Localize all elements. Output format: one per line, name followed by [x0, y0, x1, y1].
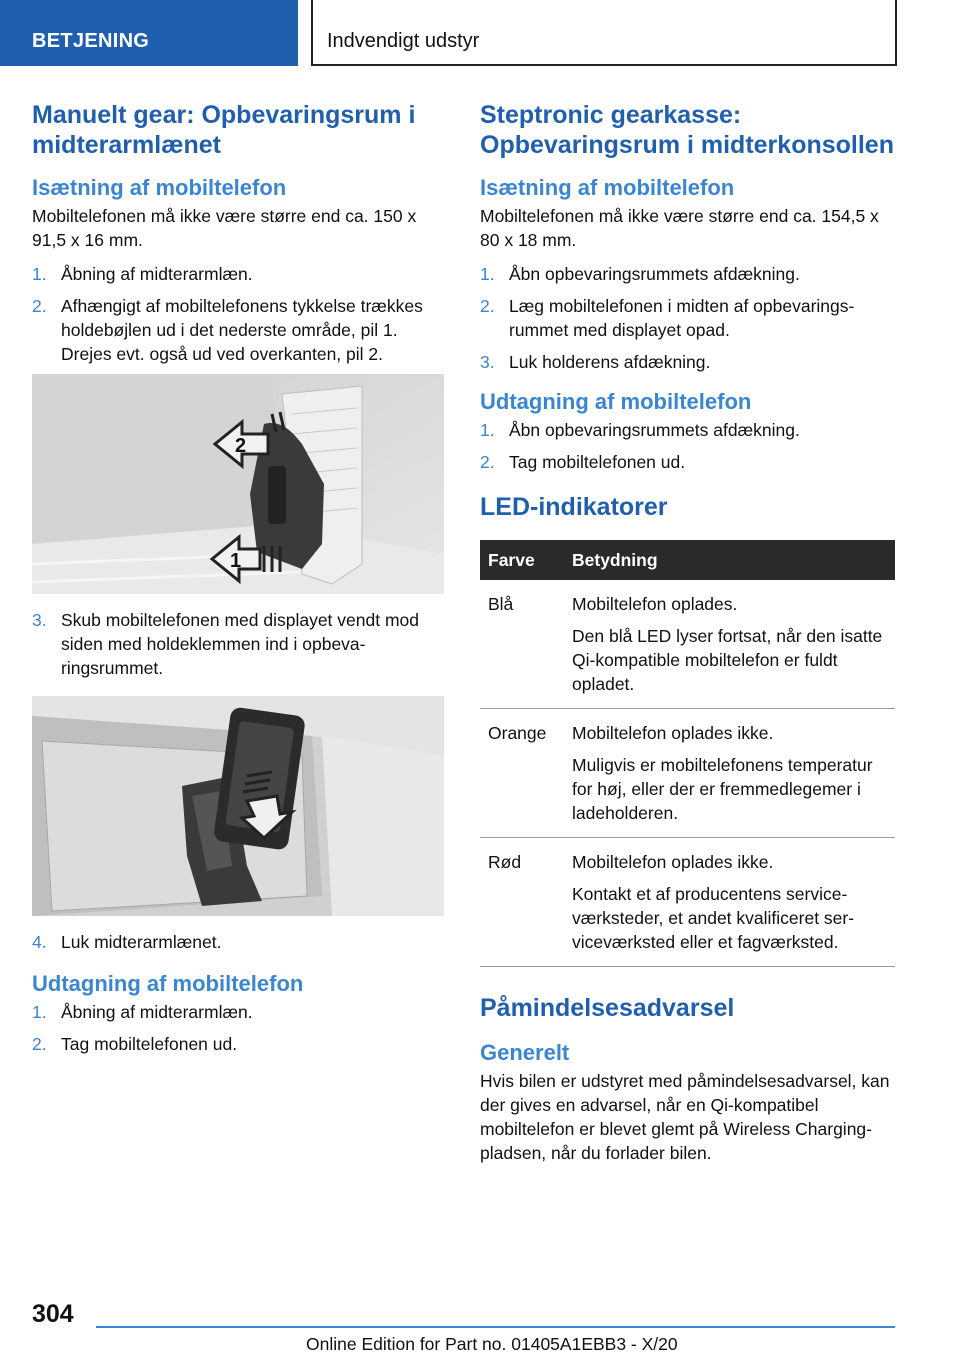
list-item [32, 294, 444, 366]
led-title: LED-indikatorer [480, 493, 668, 521]
step-text: Åbning af midterarmlæn. [61, 264, 253, 284]
step-number: 2. [480, 452, 495, 472]
list-item [480, 262, 895, 286]
right-remove-steps [480, 418, 895, 474]
left-insert-heading: Isætning af mobiltelefon [32, 175, 287, 200]
page-number: 304 [32, 1300, 74, 1328]
figure-insert-phone-svg [32, 696, 444, 916]
list-item [32, 930, 444, 954]
step-text: Afhængigt af mobiltelefonens tykkelse trækkes holdebøjlen ud i det nederste område, pil 1. Drejes evt. også ud ved overkanten, pil 2. [61, 296, 423, 364]
led-meaning-cell [564, 580, 895, 709]
step-number: 2. [32, 296, 47, 316]
left-insert-steps-a [32, 262, 444, 366]
left-remove-heading: Udtagning af mobiltelefon [32, 971, 304, 996]
list-item [480, 350, 895, 374]
led-detail: Muligvis er mobiltelefonens temperatur for høj, eller der er fremmedlegemer i ladeholderen. [572, 755, 873, 823]
step-text: Åbning af midterarmlæn. [61, 1002, 253, 1022]
led-color: Blå [480, 580, 564, 709]
table-header-row [480, 540, 895, 580]
step-number: 1. [32, 264, 47, 284]
step-text: Åbn opbevaringsrummets afdækning. [509, 420, 800, 440]
step-number: 1. [32, 1002, 47, 1022]
section-label: BETJENING [32, 30, 150, 52]
section-tab [0, 0, 298, 66]
right-title: Steptronic gearkasse: Opbevaringsrum i midterkonsollen [480, 101, 894, 159]
led-table [480, 540, 895, 967]
figure-holder-bracket [32, 374, 444, 594]
left-insert-steps-c [32, 930, 444, 954]
list-item [32, 608, 444, 680]
figure-holder-bracket-svg [32, 374, 444, 594]
left-insert-steps-b [32, 608, 444, 680]
figure-label-2: 2 [235, 435, 247, 457]
left-title: Manuelt gear: Opbevaringsrum i midterarmlænet [32, 101, 416, 159]
reminder-title: Påmindelsesadvarsel [480, 994, 735, 1022]
step-number: 4. [32, 932, 47, 952]
footer-divider [96, 1326, 895, 1328]
step-number: 1. [480, 264, 495, 284]
left-insert-intro: Mobiltelefonen må ikke være større end ca. 150 x 91,5 x 16 mm. [32, 206, 417, 250]
step-text: Skub mobiltelefonen med displayet vendt mod siden med holdeklemmen ind i opbevaringsrummet. [61, 610, 419, 678]
led-color: Rød [480, 838, 564, 967]
reminder-text: Hvis bilen er udstyret med påmindelsesadvarsel, kan der gives en advarsel, når en Qi-kompatibel mobiltelefon er blevet glemt på Wireless Charging-pladsen, når du forlader bilen. [480, 1071, 890, 1163]
col-header-color: Farve [480, 540, 564, 580]
step-text: Luk holderens afdækning. [509, 352, 711, 372]
led-meaning: Mobiltelefon oplades ikke. [572, 723, 774, 743]
step-text: Åbn opbevaringsrummets afdækning. [509, 264, 800, 284]
table-row [480, 709, 895, 838]
list-item [480, 418, 895, 442]
chapter-label: Indvendigt udstyr [327, 30, 480, 52]
footer-edition: Online Edition for Part no. 01405A1EBB3 - X/20 [306, 1334, 678, 1354]
figure-label-1: 1 [230, 550, 242, 572]
figure-insert-phone [32, 696, 444, 916]
step-number: 1. [480, 420, 495, 440]
led-meaning-cell [564, 838, 895, 967]
list-item [32, 1032, 444, 1056]
left-column [32, 100, 444, 1064]
step-number: 2. [32, 1034, 47, 1054]
right-remove-heading: Udtagning af mobiltelefon [480, 389, 752, 414]
chapter-header [311, 0, 897, 66]
col-header-meaning: Betydning [564, 540, 895, 580]
list-item [32, 262, 444, 286]
step-number: 2. [480, 296, 495, 316]
right-insert-heading: Isætning af mobiltelefon [480, 175, 735, 200]
led-meaning: Mobiltelefon oplades. [572, 594, 738, 614]
right-insert-steps [480, 262, 895, 374]
led-detail: Den blå LED lyser fortsat, når den isatte Qi-kompatible mobiltelefon er fuldt opladet. [572, 626, 883, 694]
led-meaning: Mobiltelefon oplades ikke. [572, 852, 774, 872]
table-row [480, 838, 895, 967]
list-item [480, 294, 895, 342]
step-text: Tag mobiltelefonen ud. [509, 452, 686, 472]
step-number: 3. [480, 352, 495, 372]
step-text: Læg mobiltelefonen i midten af opbevaringsrummet med displayet opad. [509, 296, 855, 340]
list-item [480, 450, 895, 474]
led-color: Orange [480, 709, 564, 838]
left-remove-steps [32, 1000, 444, 1056]
led-detail: Kontakt et af producentens serviceværksteder, et andet kvalificeret serviceværksted eller et fagværksted. [572, 884, 855, 952]
step-text: Luk midterarmlænet. [61, 932, 222, 952]
step-number: 3. [32, 610, 47, 630]
table-row [480, 580, 895, 709]
list-item [32, 1000, 444, 1024]
right-column [480, 100, 895, 1165]
right-insert-intro: Mobiltelefonen må ikke være større end ca. 154,5 x 80 x 18 mm. [480, 206, 879, 250]
reminder-heading: Generelt [480, 1040, 570, 1065]
step-text: Tag mobiltelefonen ud. [61, 1034, 238, 1054]
led-meaning-cell [564, 709, 895, 838]
